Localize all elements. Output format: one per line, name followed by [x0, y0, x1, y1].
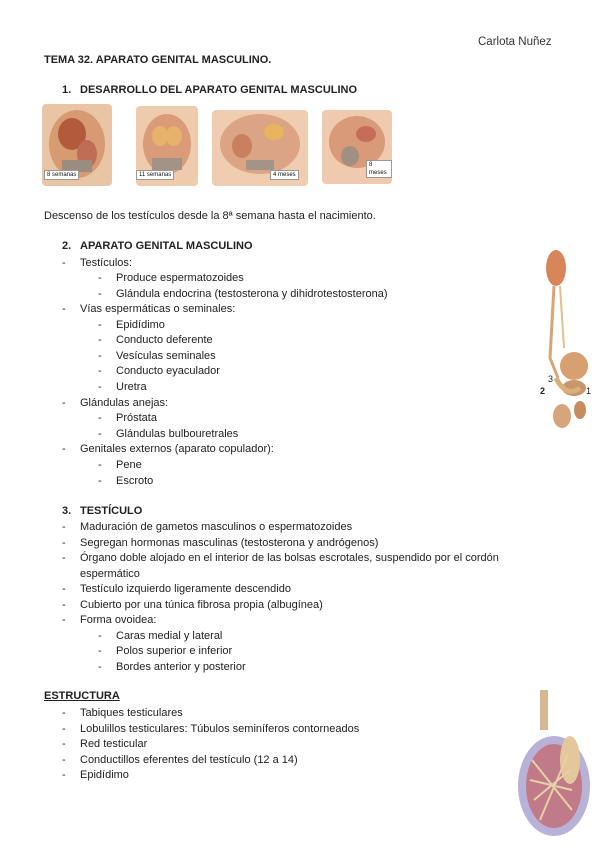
list-item: Vías espermáticas o seminales:: [80, 303, 236, 315]
author-name: Carlota Nuñez: [478, 36, 552, 48]
bullet: -: [62, 443, 66, 455]
list-item: Segregan hormonas masculinas (testosterona y andrógenos): [80, 537, 379, 549]
bullet: -: [62, 397, 66, 409]
figure-label: 2: [540, 386, 546, 396]
bullet: -: [98, 334, 102, 346]
list-item: Tabiques testiculares: [80, 707, 183, 719]
list-item: Glándulas anejas:: [80, 397, 169, 409]
bullet: -: [98, 475, 102, 487]
section1-heading: DESARROLLO DEL APARATO GENITAL MASCULINO: [80, 84, 358, 96]
bullet: -: [62, 614, 66, 626]
bullet: -: [98, 365, 102, 377]
sub-list-item: Conducto eyaculador: [116, 365, 220, 377]
bullet: -: [62, 723, 66, 735]
sub-list-item: Polos superior e inferior: [116, 645, 233, 657]
anatomy-illustration: [536, 248, 594, 432]
bullet: -: [98, 459, 102, 471]
embryo-image-4-months: [212, 110, 308, 186]
sub-list-item: Conducto deferente: [116, 334, 213, 346]
image-label: 4 meses: [270, 170, 299, 180]
sub-list-item: Escroto: [116, 475, 154, 487]
bullet: -: [62, 769, 66, 781]
bullet: -: [62, 257, 66, 269]
bullet: -: [98, 645, 102, 657]
bullet: -: [62, 707, 66, 719]
list-item: Maduración de gametos masculinos o espermatozoides: [80, 521, 353, 533]
bullet: -: [98, 412, 102, 424]
testis-illustration: [512, 690, 592, 840]
bullet: -: [62, 537, 66, 549]
bullet: -: [62, 754, 66, 766]
bullet: -: [62, 303, 66, 315]
sub-list-item: Próstata: [116, 412, 157, 424]
image-label: 8 meses: [366, 160, 392, 178]
estructura-heading: ESTRUCTURA: [44, 690, 120, 702]
embryo-image-8-weeks: [42, 104, 112, 186]
list-item: Testículos:: [80, 257, 132, 269]
list-item: Forma ovoidea:: [80, 614, 157, 626]
embryo-image-8-months: [322, 110, 392, 184]
sub-list-item: Uretra: [116, 381, 147, 393]
sub-list-item: Vesículas seminales: [116, 350, 216, 362]
list-item: Red testicular: [80, 738, 148, 750]
image-caption: Descenso de los testículos desde la 8ª semana hasta el nacimiento.: [44, 210, 376, 222]
document-title: TEMA 32. APARATO GENITAL MASCULINO.: [44, 54, 272, 66]
image-label: 8 semanas: [44, 170, 79, 180]
sub-list-item: Epidídimo: [116, 319, 165, 331]
figure-label: 3: [548, 374, 554, 384]
list-item: Genitales externos (aparato copulador):: [80, 443, 274, 455]
sub-list-item: Caras medial y lateral: [116, 630, 223, 642]
list-item: Conductillos eferentes del testículo (12 a 14): [80, 754, 298, 766]
sub-list-item: Glándulas bulbouretrales: [116, 428, 239, 440]
sub-list-item: Glándula endocrina (testosterona y dihidrotestosterona): [116, 288, 388, 300]
genital-anatomy-figure: [536, 248, 594, 432]
image-label: 11 semanas: [136, 170, 174, 180]
bullet: -: [62, 521, 66, 533]
bullet: -: [62, 583, 66, 595]
section2-number: 2.: [62, 240, 72, 252]
bullet: -: [98, 288, 102, 300]
sub-list-item: Pene: [116, 459, 142, 471]
bullet: -: [98, 428, 102, 440]
list-item: Testículo izquierdo ligeramente descendido: [80, 583, 291, 595]
bullet: -: [98, 381, 102, 393]
sub-list-item: Bordes anterior y posterior: [116, 661, 246, 673]
bullet: -: [62, 599, 66, 611]
bullet: -: [98, 661, 102, 673]
list-item: Epidídimo: [80, 769, 129, 781]
list-item: Lobulillos testiculares: Túbulos seminíferos contorneados: [80, 723, 360, 735]
section3-heading: TESTÍCULO: [80, 505, 143, 517]
bullet: -: [62, 552, 66, 564]
bullet: -: [62, 738, 66, 750]
section2-heading: APARATO GENITAL MASCULINO: [80, 240, 253, 252]
list-item-continuation: espermático: [80, 568, 140, 580]
bullet: -: [98, 630, 102, 642]
bullet: -: [98, 350, 102, 362]
list-item: Cubierto por una túnica fibrosa propia (albugínea): [80, 599, 323, 611]
bullet: -: [98, 319, 102, 331]
section3-number: 3.: [62, 505, 72, 517]
bullet: -: [98, 272, 102, 284]
testis-structure-figure: [512, 690, 592, 840]
sub-list-item: Produce espermatozoides: [116, 272, 244, 284]
figure-label: 1: [586, 386, 592, 396]
embryo-image-11-weeks: [136, 106, 198, 186]
section1-number: 1.: [62, 84, 72, 96]
list-item: Órgano doble alojado en el interior de las bolsas escrotales, suspendido por el cordón: [80, 552, 499, 564]
